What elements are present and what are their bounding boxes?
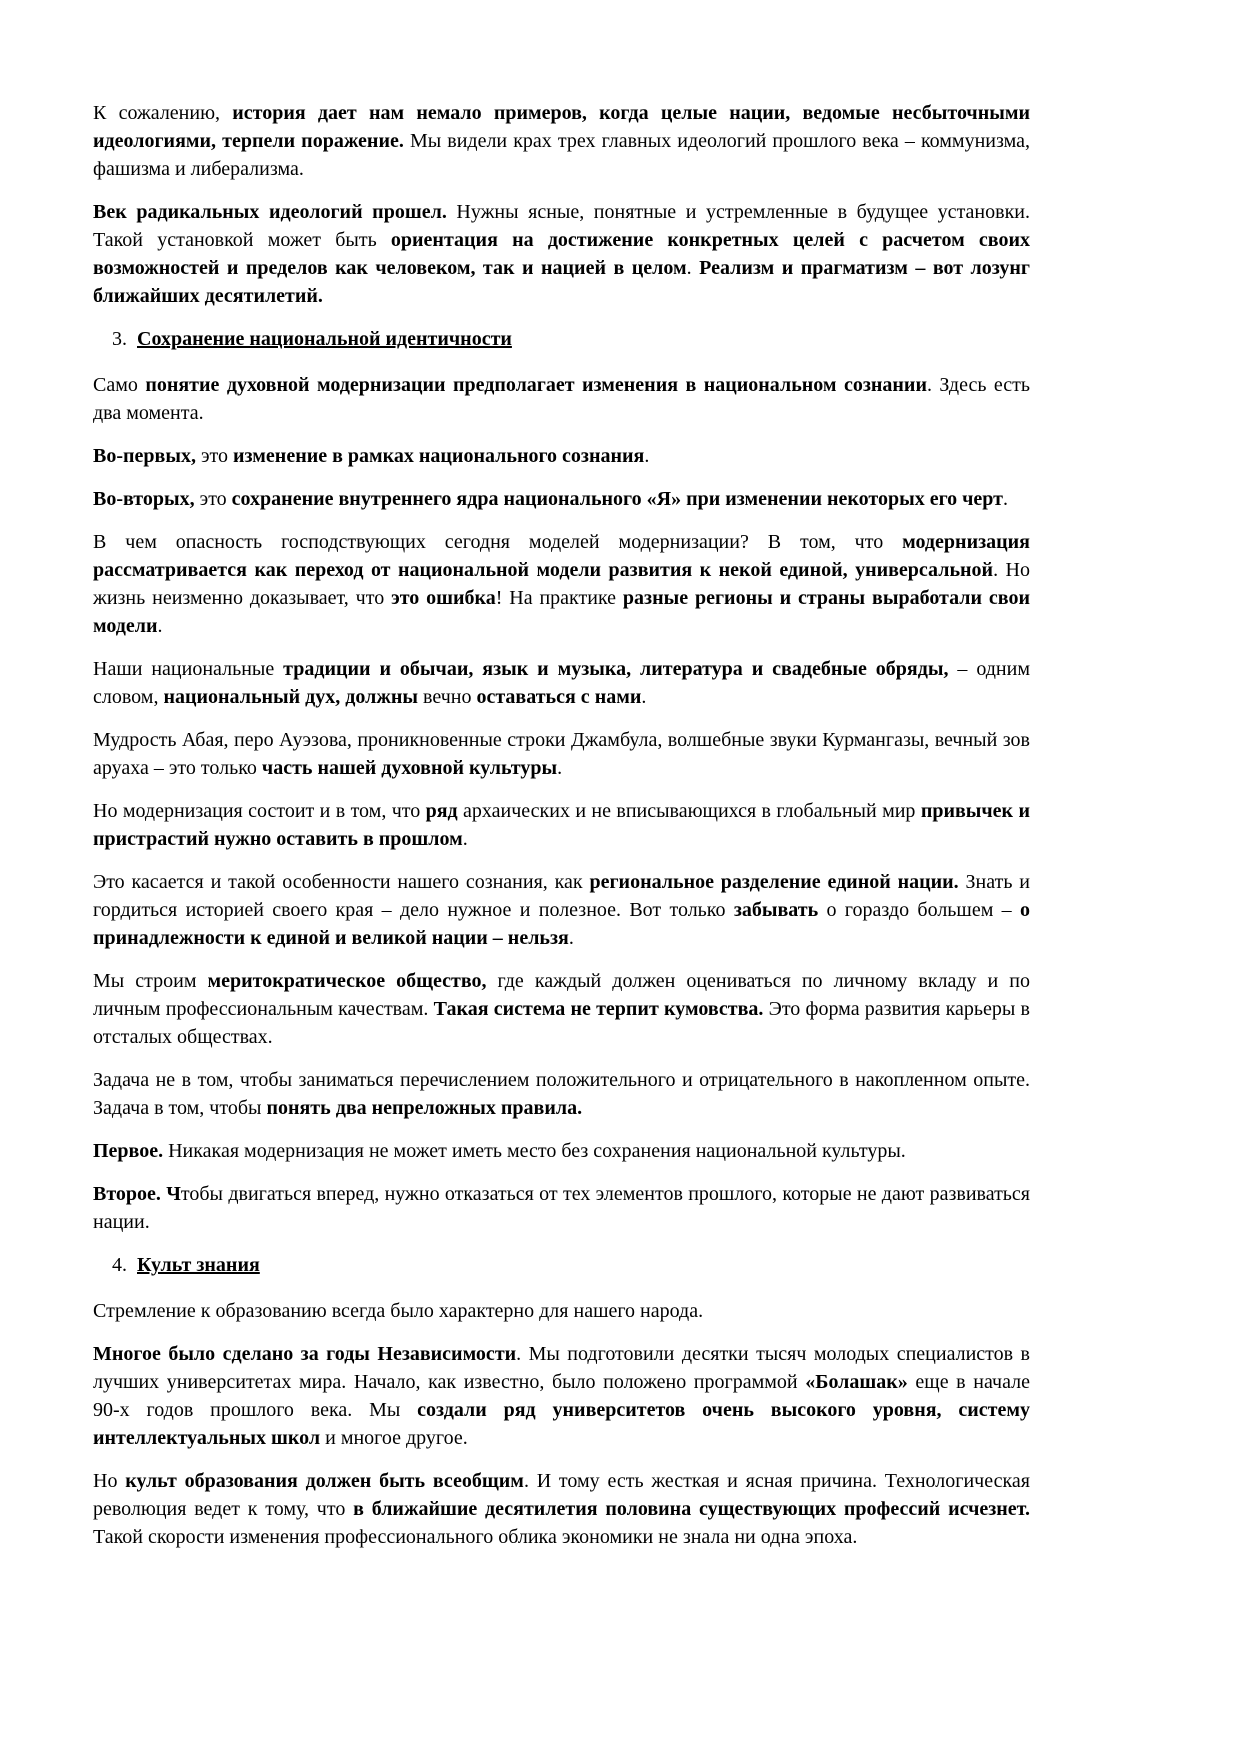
text-run: Но bbox=[93, 1470, 126, 1492]
text-run: Второе. Ч bbox=[93, 1183, 181, 1205]
text-run: Многое было сделано за годы Независимости bbox=[93, 1343, 517, 1365]
text-run: . bbox=[568, 927, 574, 949]
text-run: . И тому есть жесткая и ясная причина. Технологическая революция ведет к тому, что bbox=[93, 1470, 1030, 1520]
heading-text: Культ знания bbox=[137, 1254, 260, 1276]
text-run: Задача не в том, чтобы заниматься перечислением положительного и отрицательного в накопленном опыте. Задача в том, чтобы bbox=[93, 1069, 1030, 1119]
text-run: . bbox=[157, 615, 163, 637]
paragraph bbox=[93, 967, 1030, 1051]
text-run: о гораздо большем – bbox=[818, 899, 1020, 921]
text-run: К сожалению, bbox=[93, 102, 233, 124]
text-run: сохранение внутреннего ядра национального «Я» при изменении некоторых его черт bbox=[231, 488, 1003, 510]
text-run: Первое. bbox=[93, 1140, 164, 1162]
text-run: Это форма развития карьеры в отсталых обществах. bbox=[93, 998, 1031, 1048]
text-run: ряд bbox=[425, 800, 458, 822]
text-run: тобы двигаться вперед, нужно отказаться от тех элементов прошлого, которые не дают развиваться нации. bbox=[93, 1183, 1031, 1233]
text-run: Реализм и прагматизм – вот лозунг ближайших десятилетий. bbox=[93, 257, 1031, 307]
text-run: Это касается и такой особенности нашего сознания, как bbox=[93, 871, 590, 893]
text-run: – одним словом, bbox=[93, 658, 1030, 708]
text-run: часть нашей духовной культуры bbox=[261, 757, 558, 779]
paragraph bbox=[93, 797, 1030, 853]
text-run: понять два непреложных правила. bbox=[266, 1097, 583, 1119]
paragraph bbox=[93, 485, 1030, 513]
text-run: Мы видели крах трех главных идеологий прошлого века – коммунизма, фашизма и либерализма. bbox=[93, 130, 1031, 180]
text-run: Век радикальных идеологий прошел. bbox=[93, 201, 447, 223]
text-run: это ошибка bbox=[391, 587, 496, 609]
section-heading bbox=[93, 1251, 1030, 1279]
text-run: разные регионы и страны выработали свои модели bbox=[93, 587, 1030, 637]
paragraph bbox=[93, 371, 1030, 427]
text-run: история дает нам немало примеров, когда целые нации, ведомые несбыточными идеологиями, терпели поражение. bbox=[93, 102, 1030, 152]
text-run: изменение в рамках национального сознания bbox=[233, 445, 645, 467]
text-run: . Здесь есть два момента. bbox=[93, 374, 1031, 424]
text-run: ! На практике bbox=[495, 587, 623, 609]
paragraph bbox=[93, 1297, 1030, 1325]
text-run: понятие духовной модернизации предполагает изменения в национальном сознании bbox=[145, 374, 927, 396]
text-run: модернизация рассматривается как переход от национальной модели развития к некой единой, универсальной bbox=[93, 531, 1030, 581]
paragraph bbox=[93, 1340, 1030, 1452]
text-run: традиции и обычаи, язык и музыка, литература и свадебные обряды, bbox=[283, 658, 949, 680]
paragraph bbox=[93, 1137, 1030, 1165]
text-run: Мы строим bbox=[93, 970, 208, 992]
text-run: . bbox=[644, 445, 650, 467]
text-run: культ образования должен быть всеобщим bbox=[125, 1470, 524, 1492]
text-run: Такая система не терпит кумовства. bbox=[433, 998, 764, 1020]
text-run: вечно bbox=[418, 686, 477, 708]
text-run: . Но жизнь неизменно доказывает, что bbox=[93, 559, 1030, 609]
document-body bbox=[93, 99, 1030, 1566]
paragraph bbox=[93, 198, 1030, 310]
text-run: региональное разделение единой нации. bbox=[589, 871, 959, 893]
paragraph bbox=[93, 868, 1030, 952]
text-run: Мудрость Абая, перо Ауэзова, проникновенные строки Джамбула, волшебные звуки Курмангазы, вечный зов аруаха – это только bbox=[93, 729, 1030, 779]
text-run: ориентация на достижение конкретных целей с расчетом своих возможностей и пределов как человеком, так и нацией в целом bbox=[93, 229, 1030, 279]
text-run: архаических и не вписывающихся в глобальный мир bbox=[457, 800, 921, 822]
heading-number: 3. bbox=[112, 328, 127, 350]
text-run: создали ряд университетов очень высокого уровня, систему интеллектуальных школ bbox=[93, 1399, 1030, 1449]
text-run: . bbox=[462, 828, 468, 850]
text-run: это bbox=[194, 488, 232, 510]
text-run: Стремление к образованию всегда было характерно для нашего народа. bbox=[93, 1300, 704, 1322]
text-run: «Болашак» bbox=[805, 1371, 908, 1393]
heading-number: 4. bbox=[112, 1254, 127, 1276]
text-run: еще в начале 90-х годов прошлого века. Мы bbox=[93, 1371, 1030, 1421]
text-run: . bbox=[1003, 488, 1008, 510]
text-run: забывать bbox=[733, 899, 819, 921]
text-run: где каждый должен оцениваться по личному вкладу и по личным профессиональным качествам. bbox=[93, 970, 1030, 1020]
text-run: о принадлежности к единой и великой нации – нельзя bbox=[93, 899, 1030, 949]
paragraph bbox=[93, 1180, 1030, 1236]
text-run: оставаться с нами bbox=[476, 686, 642, 708]
paragraph bbox=[93, 655, 1030, 711]
text-run: Во-вторых, bbox=[93, 488, 195, 510]
text-run: Во-первых, bbox=[93, 445, 196, 467]
text-run: Такой скорости изменения профессионального облика экономики не знала ни одна эпоха. bbox=[93, 1526, 858, 1548]
text-run: привычек и пристрастий нужно оставить в прошлом bbox=[93, 800, 1030, 850]
text-run: Но модернизация состоит и в том, что bbox=[93, 800, 426, 822]
text-run: Никакая модернизация не может иметь место без сохранения национальной культуры. bbox=[163, 1140, 906, 1162]
text-run: национальный дух, должны bbox=[163, 686, 419, 708]
paragraph bbox=[93, 726, 1030, 782]
heading-text: Сохранение национальной идентичности bbox=[137, 328, 512, 350]
paragraph bbox=[93, 442, 1030, 470]
text-run: . bbox=[641, 686, 647, 708]
text-run: Наши национальные bbox=[93, 658, 284, 680]
text-run: . Мы подготовили десятки тысяч молодых специалистов в лучших университетах мира. Начало, как известно, было положено программой bbox=[93, 1343, 1031, 1393]
paragraph bbox=[93, 1467, 1030, 1551]
text-run: В чем опасность господствующих сегодня моделей модернизации? В том, что bbox=[93, 531, 903, 553]
paragraph bbox=[93, 528, 1030, 640]
text-run: это bbox=[195, 445, 234, 467]
text-run: Само bbox=[93, 374, 146, 396]
text-run: в ближайшие десятилетия половина существующих профессий исчезнет. bbox=[353, 1498, 1030, 1520]
paragraph bbox=[93, 99, 1030, 183]
text-run: меритократическое общество, bbox=[207, 970, 487, 992]
text-run: и многое другое. bbox=[320, 1427, 468, 1449]
paragraph bbox=[93, 1066, 1030, 1122]
text-run: . bbox=[686, 257, 700, 279]
section-heading bbox=[93, 325, 1030, 353]
text-run: Знать и гордиться историей своего края – дело нужное и полезное. Вот только bbox=[93, 871, 1030, 921]
text-run: Нужны ясные, понятные и устремленные в будущее установки. Такой установкой может быть bbox=[93, 201, 1030, 251]
text-run: . bbox=[557, 757, 563, 779]
